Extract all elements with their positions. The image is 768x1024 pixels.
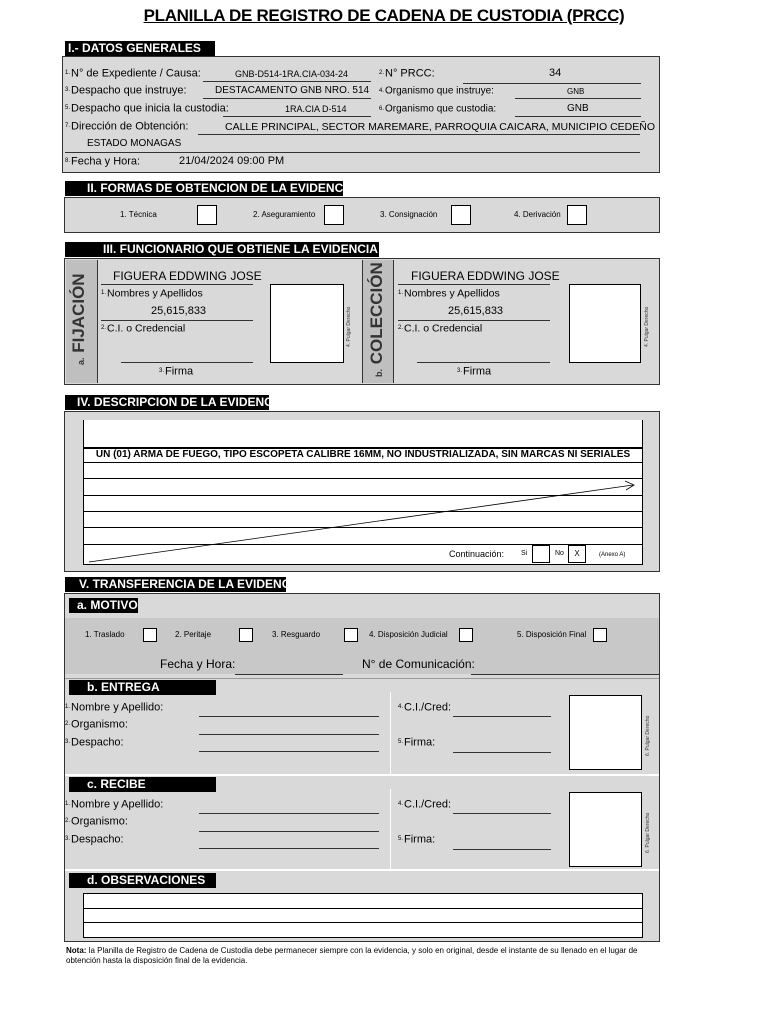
recibe-nombre-label: 1.Nombre y Apellido: xyxy=(65,798,164,811)
fijacion-thumb-label: 4. Pulgar Derecho xyxy=(346,306,352,347)
recibe-ci-field[interactable] xyxy=(453,813,551,814)
organismo-instruye-label: 4.Organismo que instruye: xyxy=(379,85,494,97)
coleccion-ci-label: 2.C.I. o Credencial xyxy=(398,322,483,335)
option-consignacion-label: 3. Consignación xyxy=(380,210,438,219)
recibe-despacho-label: 3.Despacho: xyxy=(65,833,124,846)
expediente-value[interactable]: GNB-D514-1RA.CIA-034-24 xyxy=(235,69,349,79)
motivo-judicial-label: 4. Disposición Judicial xyxy=(369,630,448,639)
direccion-label: 7.Dirección de Obtención: xyxy=(65,120,189,133)
section-4-box xyxy=(64,411,660,572)
entrega-organismo-label: 2.Organismo: xyxy=(65,718,128,731)
entrega-thumb-label: 6. Pulgar Derecho xyxy=(645,715,651,756)
entrega-thumbprint-box[interactable] xyxy=(569,695,642,770)
option-aseguramiento-label: 2. Aseguramiento xyxy=(253,210,316,219)
organismo-custodia-label: 6.Organismo que custodia: xyxy=(379,103,497,115)
coleccion-ci-value[interactable]: 25,615,833 xyxy=(448,305,504,317)
anexo-label: (Anexo A) xyxy=(599,552,626,558)
section-5-box xyxy=(64,593,660,942)
recibe-thumbprint-box[interactable] xyxy=(569,792,642,867)
fecha-hora-value[interactable]: 21/04/2024 09:00 PM xyxy=(179,155,285,167)
section-2-box xyxy=(64,197,660,233)
recibe-organismo-label: 2.Organismo: xyxy=(65,815,128,828)
recibe-ci-label: 4.C.I./Cred: xyxy=(398,798,452,811)
section-1-box xyxy=(62,56,660,173)
entrega-nombre-label: 1.Nombre y Apellido: xyxy=(65,701,164,714)
resguardo-checkbox[interactable] xyxy=(344,628,358,642)
prcc-value[interactable]: 34 xyxy=(549,67,562,79)
entrega-nombre-field[interactable] xyxy=(199,716,379,717)
traslado-checkbox[interactable] xyxy=(143,628,157,642)
fijacion-thumbprint-box[interactable] xyxy=(270,284,344,363)
observaciones-header: d. OBSERVACIONES xyxy=(69,873,216,888)
recibe-nombre-field[interactable] xyxy=(199,813,379,814)
coleccion-thumb-label: 4. Pulgar Derecho xyxy=(644,306,650,347)
section-2-header: II. FORMAS DE OBTENCION DE LA EVIDENCIA xyxy=(65,181,343,196)
direccion-value-2[interactable]: ESTADO MONAGAS xyxy=(87,138,182,149)
recibe-organismo-field[interactable] xyxy=(199,831,379,832)
coleccion-firma-label: 3.Firma xyxy=(457,365,492,378)
despacho-custodia-value[interactable]: 1RA.CIA D-514 xyxy=(285,104,347,114)
recibe-thumb-label: 6. Pulgar Derecho xyxy=(645,812,651,853)
recibe-firma-field[interactable] xyxy=(453,849,551,850)
fijacion-ci-label: 2.C.I. o Credencial xyxy=(101,322,186,335)
coleccion-label: b. COLECCIÓN xyxy=(367,262,386,377)
footer-note: Nota: la Planilla de Registro de Cadena de Custodia debe permanecer siempre con la evidencia, y solo en original, desde el instante de su llenado en el lugar de obtención hasta la disposición final de la evidencia. xyxy=(66,946,638,965)
coleccion-name-label: 1.Nombres y Apellidos xyxy=(398,287,500,300)
entrega-ci-field[interactable] xyxy=(453,716,551,717)
motivo-peritaje-label: 2. Peritaje xyxy=(175,630,212,639)
recibe-header: c. RECIBE xyxy=(69,777,216,792)
continuacion-si-label: Si xyxy=(521,550,528,557)
option-tecnica-label: 1. Técnica xyxy=(120,210,157,219)
continuacion-label: Continuación: xyxy=(449,549,505,559)
observaciones-area[interactable] xyxy=(83,893,643,938)
continuacion-no-label: No xyxy=(555,550,564,557)
coleccion-name-value[interactable]: FIGUERA EDDWING JOSE xyxy=(411,269,560,283)
entrega-ci-label: 4.C.I./Cred: xyxy=(398,701,452,714)
coleccion-thumbprint-box[interactable] xyxy=(569,284,641,363)
motivo-final-label: 5. Disposición Final xyxy=(517,630,587,639)
motivo-header: a. MOTIVO xyxy=(69,598,138,613)
organismo-custodia-value[interactable]: GNB xyxy=(567,103,589,114)
fecha-hora-label: 8.Fecha y Hora: xyxy=(65,155,141,168)
entrega-firma-field[interactable] xyxy=(453,752,551,753)
judicial-checkbox[interactable] xyxy=(459,628,473,642)
direccion-value[interactable]: CALLE PRINCIPAL, SECTOR MAREMARE, PARROQUIA CAICARA, MUNICIPIO CEDEÑO xyxy=(225,121,655,133)
entrega-firma-label: 5.Firma: xyxy=(398,736,436,749)
entrega-despacho-label: 3.Despacho: xyxy=(65,736,124,749)
option-derivacion-label: 4. Derivación xyxy=(514,210,561,219)
prcc-label: 2.N° PRCC: xyxy=(379,67,435,80)
fijacion-ci-value[interactable]: 25,615,833 xyxy=(151,305,207,317)
despacho-custodia-label: 5.Despacho que inicia la custodia: xyxy=(65,102,229,115)
entrega-organismo-field[interactable] xyxy=(199,734,379,735)
section-3-header: III. FUNCIONARIO QUE OBTIENE LA EVIDENCIA xyxy=(65,242,379,257)
entrega-header: b. ENTREGA xyxy=(69,680,216,695)
final-checkbox[interactable] xyxy=(593,628,607,642)
aseguramiento-checkbox[interactable] xyxy=(324,205,344,225)
despacho-instruye-value[interactable]: DESTACAMENTO GNB NRO. 514 xyxy=(215,85,370,96)
fijacion-firma-label: 3.Firma xyxy=(159,365,194,378)
organismo-instruye-value[interactable]: GNB xyxy=(567,87,585,96)
motivo-traslado-label: 1. Traslado xyxy=(85,630,125,639)
continuacion-no-checkbox[interactable]: X xyxy=(568,545,586,563)
continuacion-si-checkbox[interactable] xyxy=(532,545,550,563)
evidence-description[interactable]: UN (01) ARMA DE FUEGO, TIPO ESCOPETA CALIBRE 16MM, NO INDUSTRIALIZADA, SIN MARCAS NI SERIALES xyxy=(95,449,631,460)
comunicacion-label: N° de Comunicación: xyxy=(362,657,475,671)
fijacion-name-label: 1.Nombres y Apellidos xyxy=(101,287,203,300)
despacho-instruye-label: 3.Despacho que instruye: xyxy=(65,84,187,97)
motivo-resguardo-label: 3. Resguardo xyxy=(272,630,321,639)
recibe-firma-label: 5.Firma: xyxy=(398,833,436,846)
entrega-despacho-field[interactable] xyxy=(199,751,379,752)
derivacion-checkbox[interactable] xyxy=(567,205,587,225)
expediente-label: 1.N° de Expediente / Causa: xyxy=(65,67,201,80)
consignacion-checkbox[interactable] xyxy=(451,205,471,225)
section-5-header: V. TRANSFERENCIA DE LA EVIDENCIA xyxy=(65,577,286,592)
section-4-header: IV. DESCRIPCION DE LA EVIDENCIA xyxy=(65,395,269,410)
tecnica-checkbox[interactable] xyxy=(197,205,217,225)
fijacion-label: a. FIJACIÓN xyxy=(69,273,88,365)
peritaje-checkbox[interactable] xyxy=(239,628,253,642)
section-1-header: I.- DATOS GENERALES xyxy=(65,41,215,56)
motivo-fecha-label: Fecha y Hora: xyxy=(160,657,236,671)
page-title: PLANILLA DE REGISTRO DE CADENA DE CUSTODIA (PRCC) xyxy=(143,6,625,25)
recibe-despacho-field[interactable] xyxy=(199,848,379,849)
fijacion-name-value[interactable]: FIGUERA EDDWING JOSE xyxy=(113,269,262,283)
section-3-box xyxy=(64,258,660,385)
